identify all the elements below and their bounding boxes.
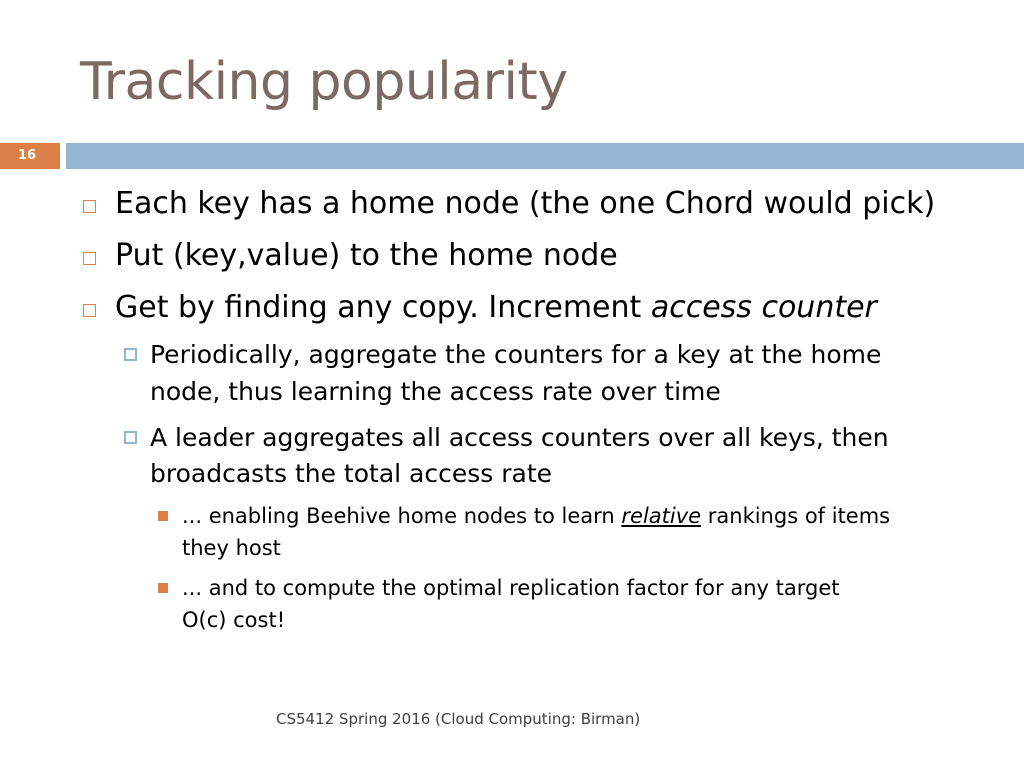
bullet-periodically-line1: Periodically, aggregate the counters for a key at the home: [150, 340, 882, 369]
bullet-get: [115, 290, 877, 325]
slide-footer: CS5412 Spring 2016 (Cloud Computing: Birman): [276, 710, 641, 728]
bullet-box-icon: [124, 348, 137, 361]
bullet-leader-line1: A leader aggregates all access counters over all keys, then: [150, 423, 889, 452]
bullet-replication-line2: O(c) cost!: [182, 608, 286, 632]
bullet-put: Put (key,value) to the home node: [115, 238, 618, 273]
bullet-box-icon: [83, 252, 96, 265]
bullet-periodically-line2: node, thus learning the access rate over time: [150, 377, 721, 406]
bullet-beehive-line1: [182, 500, 890, 532]
bullet-beehive-text: ... enabling Beehive home nodes to learn: [182, 504, 622, 528]
bullet-box-icon: [83, 200, 96, 213]
slide-number: 16: [0, 143, 60, 169]
access-counter-term: access counter: [650, 290, 877, 325]
bullet-get-text: Get by finding any copy. Increment: [115, 290, 651, 325]
bullet-beehive-line2: they host: [182, 536, 281, 560]
bullet-replication-line1: ... and to compute the optimal replication factor for any target: [182, 576, 840, 600]
bullet-home-node: Each key has a home node (the one Chord would pick): [115, 186, 936, 221]
bullet-box-icon: [83, 304, 96, 317]
header-bar: [66, 143, 1024, 169]
slide-title: Tracking popularity: [80, 52, 568, 112]
bullet-beehive-suffix: rankings of items: [701, 504, 891, 528]
bullet-leader-line2: broadcasts the total access rate: [150, 459, 553, 488]
bullet-box-icon: [124, 431, 137, 444]
bullet-square-icon: [158, 583, 168, 593]
relative-term: relative: [621, 504, 702, 528]
bullet-square-icon: [158, 511, 168, 521]
